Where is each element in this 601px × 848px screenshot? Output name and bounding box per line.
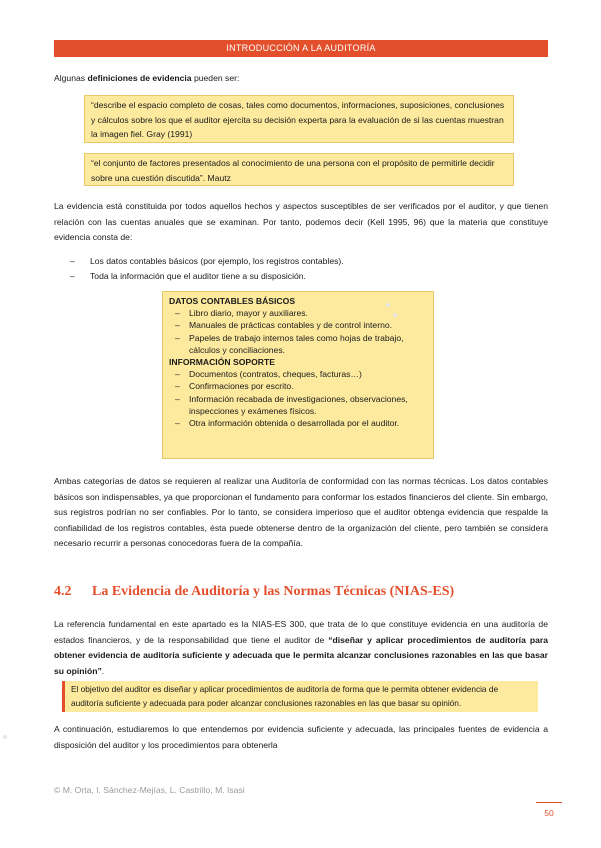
paragraph-data-categories: Ambas categorías de datos se requieren al realizar una Auditoría de conformidad con las normas técnicas. Los datos contables básicos son indispensables, ya que proporcionan el fundamento para conformar los estados financieros del cliente. Sin embargo, sus registros podrían no ser confiables. Por lo tanto, se considera imperioso que el auditor obtenga evidencia que respalde la confiabilidad de los registros contables, ésta puede obtenerse dentro de la organización del cliente, pero también se considera necesario recurrir a personas conocedoras fuera de la compañía. (54, 476, 548, 548)
paragraph-nias-reference: La referencia fundamental en este apartado es la NIAS-ES 300, que trata de lo que constituye evidencia en una auditoría de estados financieros, y de la responsabilidad que tiene el auditor de “diseñar y aplicar procedimientos de auditoría para obtener evidencia de auditoría suficiente y adecuada que le permita alcanzar conclusiones razonables en las que basar su opinión”. (54, 619, 548, 676)
footer-credit: © M. Orta, I. Sánchez-Mejías, L. Castrillo, M. Isasi (54, 785, 245, 795)
list-item: – Toda la información que el auditor tiene a su disposición. (70, 269, 540, 284)
section-heading (54, 584, 548, 600)
list-item: – Documentos (contratos, cheques, facturas…) (169, 368, 427, 380)
list-item: – Manuales de prácticas contables y de control interno. (169, 319, 427, 331)
list-item: – Otra información obtenida o desarrollada por el auditor. (169, 417, 427, 429)
objective-box: El objetivo del auditor es diseñar y aplicar procedimientos de auditoría de forma que le permita obtener evidencia de auditoría suficiente y adecuada para poder alcanzar conclusiones razonables en las que basar su opinión. (62, 681, 538, 712)
support-info-list (169, 368, 427, 429)
intro-line: Algunas definiciones de evidencia pueden ser: (54, 73, 240, 83)
section-title: La Evidencia de Auditoría y las Normas Técnicas (NIAS-ES) (92, 584, 455, 599)
watermark-mark (3, 735, 7, 739)
heading-basic-data: DATOS CONTABLES BÁSICOS (169, 296, 296, 306)
paragraph-evidence-definition: La evidencia está constituida por todos aquellos hechos y aspectos susceptibles de ser verificados por el auditor, y que tienen relación con las cuentas anuales que se examinan. Por tanto, podemos decir (Kell 1995, 96) que la materia que constituye evidencia consta de: (54, 201, 548, 242)
list-item: – Confirmaciones por escrito. (169, 380, 427, 392)
list-item: – Información recabada de investigaciones, observaciones, inspecciones y exámenes físicos. (169, 393, 427, 417)
list-item: – Papeles de trabajo internos tales como hojas de trabajo, cálculos y conciliaciones. (169, 332, 427, 356)
paragraph-continuation: A continuación, estudiaremos lo que entendemos por evidencia suficiente y adecuada, las principales fuentes de evidencia a disposición del auditor y los procedimientos para obtenerla (54, 724, 548, 750)
list-item: – Libro diario, mayor y auxiliares. (169, 307, 427, 319)
quote-gray: “describe el espacio completo de cosas, tales como documentos, informaciones, suposiciones, conclusiones y cálculos sobre los que el auditor ejercita su decisión experta para la evaluación de si las cuentas muestran la imagen fiel. Gray (1991) (84, 95, 514, 143)
section-number: 4.2 (54, 584, 72, 599)
list-item: – Los datos contables básicos (por ejemplo, los registros contables). (70, 254, 540, 269)
heading-support-info: INFORMACIÓN SOPORTE (169, 357, 275, 368)
footer-divider (536, 802, 562, 803)
chapter-header: INTRODUCCIÓN A LA AUDITORÍA (54, 40, 548, 57)
page-number: 50 (544, 808, 554, 818)
basic-data-list (169, 307, 427, 356)
watermark-mark (386, 303, 390, 307)
quote-mautz: “el conjunto de factores presentados al conocimiento de una persona con el propósito de permitirle decidir sobre una cuestión discutida”. Mautz (84, 153, 514, 186)
evidence-materials-list (70, 254, 540, 283)
watermark-mark (393, 313, 397, 317)
